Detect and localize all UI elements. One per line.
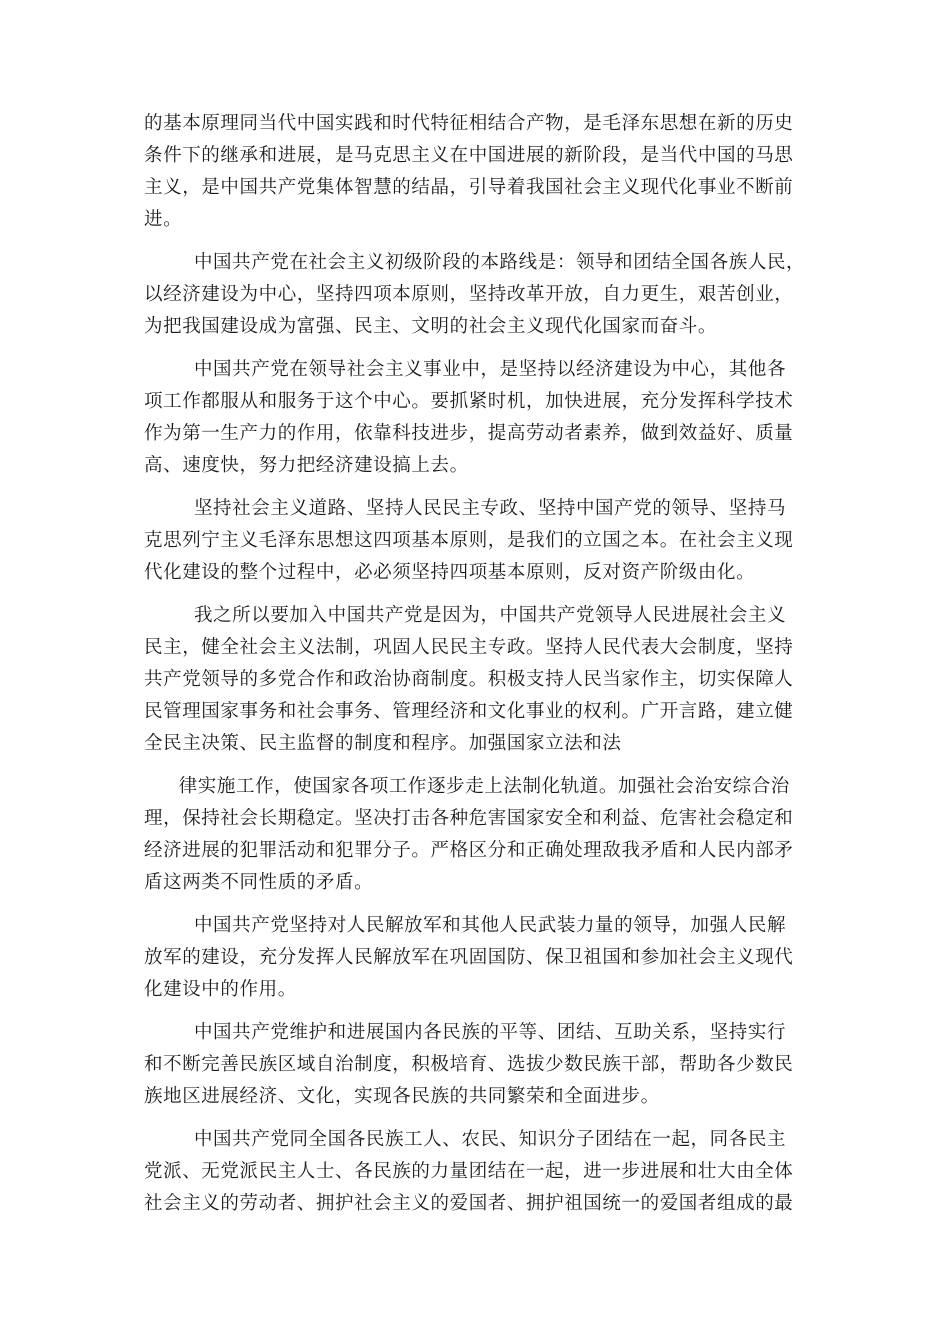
paragraph-3 (144, 354, 814, 482)
text-line: 条件下的继承和进展，是马克思主义在中国进展的新阶段，是当代中国的马思 (144, 145, 794, 166)
text-line: 党派、无党派民主人士、各民族的力量团结在一起，进一步进展和壮大由全体 (144, 1161, 794, 1182)
text-line: 进。 (144, 209, 183, 230)
text-line: 放军的建设，充分发挥人民解放军在巩固国防、保卫祖国和参加社会主义现代 (144, 947, 794, 968)
text-line: 以经济建设为中心，坚持四项本原则，坚持改革开放，自力更生，艰苦创业， (144, 284, 794, 305)
text-line: 中国共产党在领导社会主义事业中，是坚持以经济建设为中心，其他各 (193, 359, 787, 380)
text-line: 我之所以要加入中国共产党是因为，中国共产党领导人民进展社会主义 (193, 605, 787, 626)
text-line: 作为第一生产力的作用，依靠科技进步，提高劳动者素养，做到效益好、质量 (144, 423, 794, 444)
text-line: 高、速度快，努力把经济建设搞上去。 (144, 455, 469, 476)
text-line: 中国共产党坚持对人民解放军和其他人民武装力量的领导，加强人民解 (193, 915, 787, 936)
paragraph-9 (144, 1124, 814, 1220)
text-line: 共产党领导的多党合作和政治协商制度。积极支持人民当家作主，切实保障人 (144, 669, 794, 690)
text-line: 中国共产党同全国各民族工人、农民、知识分子团结在一起，同各民主 (193, 1129, 787, 1150)
text-line: 和不断完善民族区域自治制度，积极培育、选拔少数民族干部，帮助各少数民 (144, 1054, 794, 1075)
paragraph-1 (144, 108, 814, 236)
text-line: 的基本原理同当代中国实践和时代特征相结合产物，是毛泽东思想在新的历史 (144, 113, 794, 134)
text-line: 经济进展的犯罪活动和犯罪分子。严格区分和正确处理敌我矛盾和人民内部矛 (144, 840, 794, 861)
paragraph-7 (144, 910, 814, 1006)
document-body (144, 108, 814, 1231)
text-line: 律实施工作，使国家各项工作逐步走上法制化轨道。加强社会治安综合治 (178, 776, 790, 797)
text-line: 化建设中的作用。 (144, 979, 297, 1000)
paragraph-2 (144, 247, 814, 343)
text-line: 民管理国家事务和社会事务、管理经济和文化事业的权利。广开言路，建立健 (144, 701, 794, 722)
text-line: 为把我国建设成为富强、民主、文明的社会主义现代化国家而奋斗。 (144, 316, 718, 337)
text-line: 中国共产党维护和进展国内各民族的平等、团结、互助关系，坚持实行 (193, 1022, 787, 1043)
text-line: 克思列宁主义毛泽东思想这四项基本原则，是我们的立国之本。在社会主义现 (144, 530, 794, 551)
text-line: 全民主决策、民主监督的制度和程序。加强国家立法和法 (144, 733, 622, 754)
text-line: 盾这两类不同性质的矛盾。 (144, 872, 374, 893)
text-line: 坚持社会主义道路、坚持人民民主专政、坚持中国产党的领导、坚持马 (193, 498, 787, 519)
paragraph-6 (144, 771, 814, 899)
text-line: 社会主义的劳动者、拥护社会主义的爱国者、拥护祖国统一的爱国者组成的最 (144, 1193, 794, 1214)
paragraph-8 (144, 1017, 814, 1113)
text-line: 中国共产党在社会主义初级阶段的本路线是：领导和团结全国各族人民， (193, 252, 806, 273)
paragraph-4 (144, 493, 814, 589)
text-line: 民主，健全社会主义法制，巩固人民民主专政。坚持人民代表大会制度，坚持 (144, 637, 794, 658)
text-line: 主义，是中国共产党集体智慧的结晶，引导着我国社会主义现代化事业不断前 (144, 177, 794, 198)
text-line: 理，保持社会长期稳定。坚决打击各种危害国家安全和利益、危害社会稳定和 (144, 808, 794, 829)
paragraph-5 (144, 600, 814, 760)
text-line: 代化建设的整个过程中，必必须坚持四项基本原则，反对资产阶级由化。 (144, 562, 756, 583)
text-line: 项工作都服从和服务于这个中心。要抓紧时机，加快进展，充分发挥科学技术 (144, 391, 794, 412)
text-line: 族地区进展经济、文化，实现各民族的共同繁荣和全面进步。 (144, 1086, 660, 1107)
